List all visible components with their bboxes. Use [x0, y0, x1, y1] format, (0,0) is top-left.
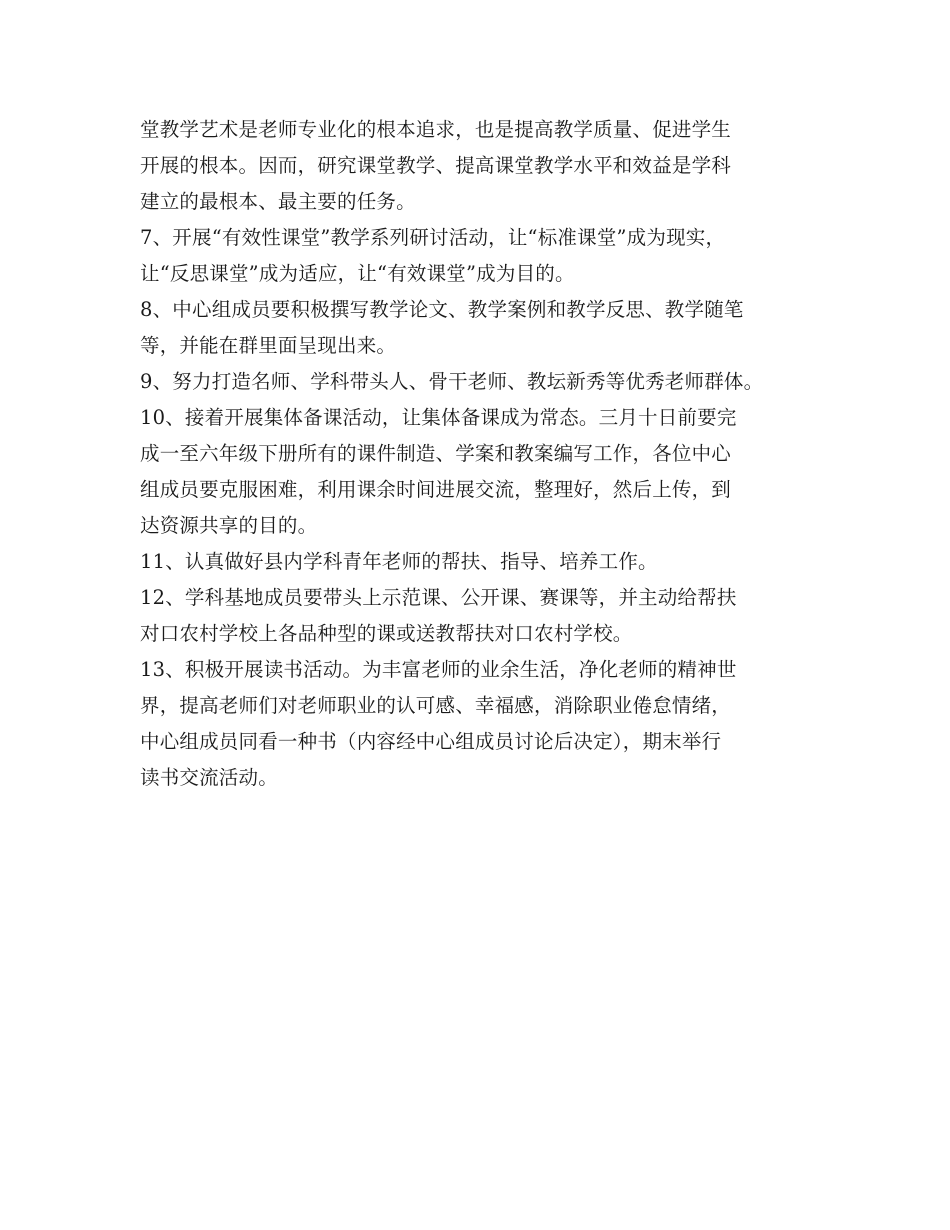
text-line: 成一至六年级下册所有的课件制造、学案和教案编写工作，各位中心 — [140, 442, 732, 465]
text-line: 13、积极开展读书活动。为丰富老师的业余生活，净化老师的精神世 — [140, 658, 737, 681]
text-line: 达资源共享的目的。 — [140, 514, 318, 537]
text-line: 堂教学艺术是老师专业化的根本追求，也是提高教学质量、促进学生 — [140, 118, 732, 141]
text-line: 11、认真做好县内学科青年老师的帮扶、指导、培养工作。 — [140, 550, 658, 573]
text-line: 建立的最根本、最主要的任务。 — [140, 190, 416, 213]
text-line: 8、中心组成员要积极撰写教学论文、教学案例和教学反思、教学随笔 — [140, 298, 744, 321]
text-line: 10、接着开展集体备课活动，让集体备课成为常态。三月十日前要完 — [140, 406, 737, 429]
text-line: 界，提高老师们对老师职业的认可感、幸福感，消除职业倦怠情绪， — [140, 694, 732, 717]
text-line: 让“反思课堂”成为适应，让“有效课堂”成为目的。 — [140, 262, 575, 285]
text-line: 组成员要克服困难，利用课余时间进展交流，整理好，然后上传，到 — [140, 478, 732, 501]
document-body — [140, 112, 830, 796]
text-line: 对口农村学校上各品种型的课或送教帮扶对口农村学校。 — [140, 622, 633, 645]
text-line: 等，并能在群里面呈现出来。 — [140, 334, 397, 357]
text-line: 12、学科基地成员要带头上示范课、公开课、赛课等，并主动给帮扶 — [140, 586, 737, 609]
text-line: 9、努力打造名师、学科带头人、骨干老师、教坛新秀等优秀老师群体。 — [140, 370, 764, 393]
text-line: 开展的根本。因而，研究课堂教学、提高课堂教学水平和效益是学科 — [140, 154, 732, 177]
text-line: 读书交流活动。 — [140, 766, 278, 789]
text-line: 7、开展“有效性课堂”教学系列研讨活动，让“标准课堂”成为现实， — [140, 226, 726, 249]
text-line: 中心组成员同看一种书（内容经中心组成员讨论后决定），期末举行 — [140, 730, 722, 753]
